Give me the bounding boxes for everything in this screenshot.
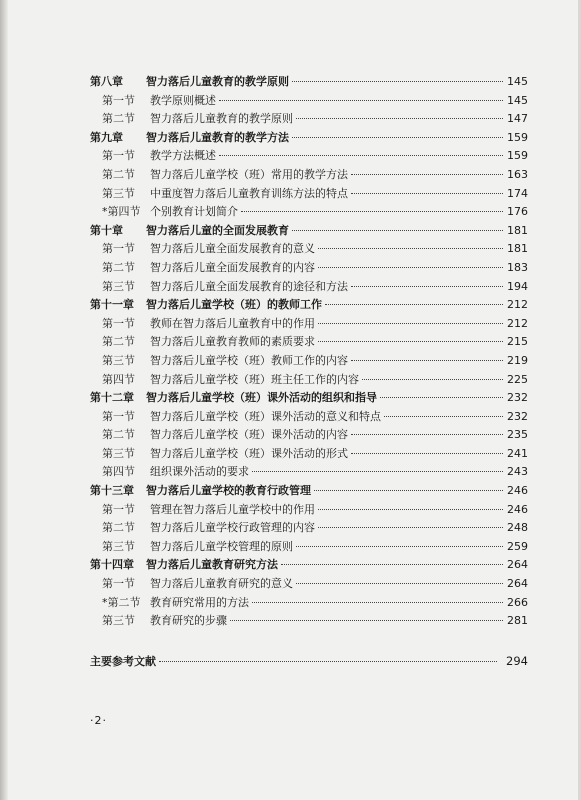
chapter-label: 第九章: [90, 130, 123, 144]
section-label: 第二节: [102, 335, 135, 349]
section-title: 教学方法概述: [150, 149, 216, 163]
dot-leader: [318, 341, 503, 342]
toc-section-entry: [90, 594, 528, 613]
section-title: 智力落后儿童教育研究的意义: [150, 577, 293, 591]
toc-section-entry: [90, 315, 528, 334]
section-label: 第三节: [102, 353, 135, 367]
page-number: 232: [507, 391, 528, 405]
page-number: 145: [507, 75, 528, 88]
section-label: 第二节: [102, 112, 135, 126]
dot-leader: [219, 100, 503, 101]
section-label: 第一节: [102, 149, 135, 163]
section-label: 第一节: [102, 242, 135, 256]
dot-leader: [362, 379, 503, 380]
dot-leader: [230, 620, 503, 621]
page-number: 246: [507, 502, 528, 516]
chapter-title: 智力落后儿童教育研究方法: [146, 558, 278, 572]
toc-section-entry: [90, 92, 528, 111]
section-title: 个别教育计划简介: [150, 205, 238, 219]
chapter-label: 第十二章: [90, 391, 134, 405]
section-label: 第四节: [102, 465, 135, 479]
chapter-title: 智力落后儿童学校（班）的教师工作: [146, 298, 322, 312]
dot-leader: [318, 248, 503, 249]
section-title: 智力落后儿童学校（班）课外活动的意义和特点: [150, 409, 381, 423]
page-number: 215: [507, 335, 528, 349]
page-number: 235: [507, 428, 528, 442]
toc-section-entry: [90, 612, 528, 631]
section-label: 第二节: [102, 260, 135, 274]
dot-leader: [296, 546, 503, 547]
section-label: 第四节: [102, 372, 135, 386]
toc-section-entry: [90, 538, 528, 557]
toc-section-entry: [90, 408, 528, 427]
page-number: 159: [507, 149, 528, 163]
section-label: 第二节: [102, 428, 135, 442]
dot-leader: [252, 471, 503, 472]
page-number: 183: [507, 260, 528, 274]
section-label: *第二节: [102, 595, 141, 609]
section-title: 智力落后儿童全面发展教育的途径和方法: [150, 279, 348, 293]
page-number: 219: [507, 353, 528, 367]
section-title: 智力落后儿童学校（班）课外活动的形式: [150, 446, 348, 460]
section-label: 第三节: [102, 446, 135, 460]
page-number: 225: [507, 372, 528, 386]
dot-leader: [318, 323, 503, 324]
toc-section-entry: [90, 147, 528, 166]
page-number: 232: [507, 409, 528, 423]
toc-chapter-entry: [90, 73, 528, 92]
dot-leader: [318, 527, 503, 528]
toc-section-entry: [90, 501, 528, 520]
page-number: 212: [507, 316, 528, 330]
toc-section-entry: [90, 110, 528, 129]
page-number: 174: [507, 186, 528, 200]
toc-section-entry: [90, 240, 528, 259]
page-number: 264: [507, 577, 528, 591]
section-title: 智力落后儿童学校（班）课外活动的内容: [150, 428, 348, 442]
chapter-title: 智力落后儿童学校的教育行政管理: [146, 484, 311, 498]
dot-leader: [351, 453, 503, 454]
toc-section-entry: [90, 352, 528, 371]
references-title: 主要参考文献: [90, 654, 156, 668]
section-title: 智力落后儿童全面发展教育的意义: [150, 242, 315, 256]
section-label: 第一节: [102, 93, 135, 107]
toc-section-entry: [90, 278, 528, 297]
chapter-title: 智力落后儿童教育的教学原则: [146, 75, 289, 88]
dot-leader: [351, 360, 503, 361]
section-label: 第二节: [102, 521, 135, 535]
toc-section-entry: [90, 519, 528, 538]
chapter-label: 第十章: [90, 223, 123, 237]
page-number: 212: [507, 298, 528, 312]
page-number: 181: [507, 223, 528, 237]
dot-leader: [292, 230, 503, 231]
toc-section-entry: [90, 371, 528, 390]
toc-section-entry: [90, 259, 528, 278]
dot-leader: [314, 490, 503, 491]
dot-leader: [351, 434, 503, 435]
section-label: 第一节: [102, 409, 135, 423]
toc-chapter-entry: [90, 296, 528, 315]
toc-chapter-entry: [90, 482, 528, 501]
page-number: 194: [507, 279, 528, 293]
dot-leader: [241, 211, 503, 212]
dot-leader: [351, 193, 503, 194]
page-number: 264: [507, 558, 528, 572]
section-label: 第三节: [102, 539, 135, 553]
chapter-label: 第十一章: [90, 298, 134, 312]
dot-leader: [296, 583, 503, 584]
chapter-label: 第十四章: [90, 558, 134, 572]
dot-leader: [318, 267, 503, 268]
page-number: 145: [507, 93, 528, 107]
section-label: 第一节: [102, 577, 135, 591]
section-title: 教育研究常用的方法: [150, 595, 249, 609]
toc-chapter-entry: [90, 129, 528, 148]
dot-leader: [384, 416, 503, 417]
dot-leader: [296, 118, 503, 119]
section-label: 第一节: [102, 502, 135, 516]
dot-leader: [351, 286, 503, 287]
chapter-title: 智力落后儿童的全面发展教育: [146, 223, 289, 237]
dot-leader: [292, 137, 503, 138]
section-title: 教师在智力落后儿童教育中的作用: [150, 316, 315, 330]
dot-leader: [219, 155, 503, 156]
chapter-title: 智力落后儿童学校（班）课外活动的组织和指导: [146, 391, 377, 405]
section-label: 第三节: [102, 279, 135, 293]
chapter-title: 智力落后儿童教育的教学方法: [146, 130, 289, 144]
toc-section-entry: [90, 185, 528, 204]
toc-section-entry: [90, 445, 528, 464]
toc-section-entry: [90, 333, 528, 352]
toc-chapter-entry: [90, 222, 528, 241]
page-number: 163: [507, 167, 528, 181]
page-number: 248: [507, 521, 528, 535]
page-number: 147: [507, 112, 528, 126]
dot-leader: [159, 661, 497, 662]
toc-section-entry: [90, 463, 528, 482]
table-of-contents: [90, 73, 528, 670]
toc-chapter-entry: [90, 556, 528, 575]
toc-section-entry: [90, 203, 528, 222]
section-label: *第四节: [102, 205, 141, 219]
dot-leader: [318, 509, 503, 510]
section-title: 智力落后儿童学校（班）班主任工作的内容: [150, 372, 359, 386]
dot-leader: [380, 397, 503, 398]
page-number: 243: [507, 465, 528, 479]
toc-section-entry: [90, 426, 528, 445]
section-title: 智力落后儿童教育教师的素质要求: [150, 335, 315, 349]
section-label: 第二节: [102, 167, 135, 181]
section-label: 第三节: [102, 186, 135, 200]
section-title: 中重度智力落后儿童教育训练方法的特点: [150, 186, 348, 200]
page-number: 181: [507, 242, 528, 256]
section-title: 智力落后儿童学校（班）常用的教学方法: [150, 167, 348, 181]
page-binding-shadow: [0, 0, 8, 800]
page-folio: ·2·: [90, 714, 107, 727]
section-label: 第三节: [102, 614, 135, 628]
page-number: 246: [507, 484, 528, 498]
page-number: 259: [507, 539, 528, 553]
references-page-number: 294: [506, 653, 528, 668]
section-title: 组织课外活动的要求: [150, 465, 249, 479]
dot-leader: [252, 602, 503, 603]
section-title: 智力落后儿童学校管理的原则: [150, 539, 293, 553]
chapter-label: 第十三章: [90, 484, 134, 498]
section-title: 智力落后儿童教育的教学原则: [150, 112, 293, 126]
page-number: 159: [507, 130, 528, 144]
toc-section-entry: [90, 575, 528, 594]
toc-entries: [90, 73, 528, 631]
chapter-label: 第八章: [90, 75, 123, 88]
section-title: 智力落后儿童全面发展教育的内容: [150, 260, 315, 274]
dot-leader: [325, 304, 503, 305]
section-title: 教育研究的步骤: [150, 614, 227, 628]
toc-chapter-entry: [90, 389, 528, 408]
section-title: 管理在智力落后儿童学校中的作用: [150, 502, 315, 516]
dot-leader: [281, 564, 503, 565]
toc-section-entry: [90, 166, 528, 185]
section-label: 第一节: [102, 316, 135, 330]
page-number: 176: [507, 205, 528, 219]
section-title: 教学原则概述: [150, 93, 216, 107]
dot-leader: [292, 81, 503, 82]
page-number: 266: [507, 595, 528, 609]
section-title: 智力落后儿童学校行政管理的内容: [150, 521, 315, 535]
toc-references-entry: [90, 652, 528, 671]
section-title: 智力落后儿童学校（班）教师工作的内容: [150, 353, 348, 367]
page-number: 281: [507, 614, 528, 628]
dot-leader: [351, 174, 503, 175]
page-number: 241: [507, 446, 528, 460]
